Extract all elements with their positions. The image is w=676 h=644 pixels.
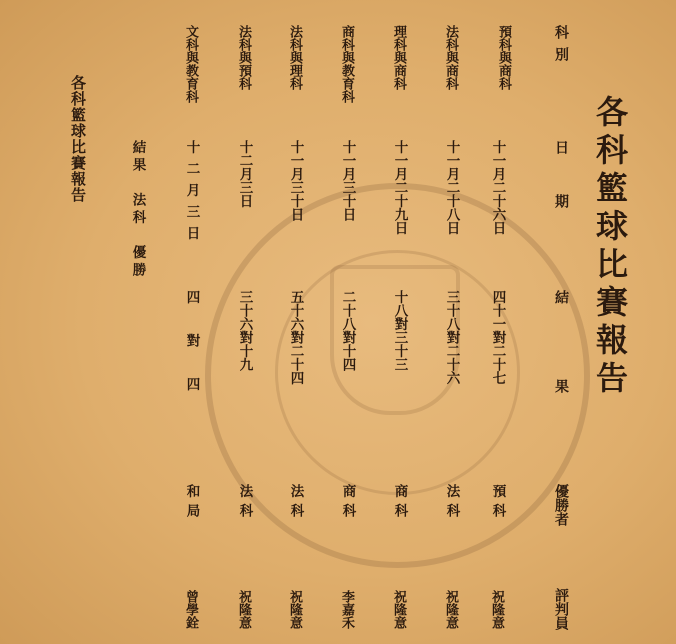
page-title: 各科籃球比賽報告: [591, 95, 629, 399]
row-1-referee: 祝隆意: [489, 590, 504, 629]
row-7-referee: 曾學銓: [183, 590, 198, 629]
row-1-result: 四十一對二十七: [489, 290, 506, 385]
row-5-result: 五十六對二十四: [287, 290, 304, 385]
row-1-date: 十一月二十六日: [489, 140, 506, 235]
row-3-date: 十一月二十九日: [391, 140, 408, 235]
label-result: 結果: [553, 290, 569, 468]
row-5-date: 十一月三十日: [287, 140, 304, 221]
row-7-winner: 和局: [183, 484, 200, 523]
row-5-winner: 法科: [287, 484, 304, 523]
row-4-match: 商科與教育科: [339, 25, 354, 103]
row-4-result: 二十八對十四: [339, 290, 356, 371]
row-6-match: 法科與預科: [236, 25, 251, 90]
row-6-date: 十二月三日: [236, 140, 253, 208]
row-2-match: 法科與商科: [443, 25, 458, 90]
row-1-winner: 預科: [489, 484, 506, 523]
row-3-match: 理科與商科: [391, 25, 406, 90]
row-6-winner: 法科: [236, 484, 253, 523]
row-2-referee: 祝隆意: [443, 590, 458, 629]
row-4-date: 十一月三十日: [339, 140, 356, 221]
row-2-date: 十一月二十八日: [443, 140, 460, 235]
row-3-result: 十八對三十三: [391, 290, 408, 371]
label-date: 日期: [553, 140, 569, 248]
row-7-result: 四對四: [183, 290, 200, 421]
row-3-referee: 祝隆意: [391, 590, 406, 629]
row-6-referee: 祝隆意: [236, 590, 251, 629]
final-result: 結果 法科 優勝: [129, 140, 146, 280]
row-5-match: 法科與理科: [287, 25, 302, 90]
row-2-result: 三十八對二十六: [443, 290, 460, 385]
row-7-date: 十二月三日: [183, 140, 200, 248]
label-winner: 優勝者: [553, 484, 569, 526]
label-referee: 評判員: [553, 588, 569, 630]
row-4-winner: 商科: [339, 484, 356, 523]
row-6-result: 三十六對十九: [236, 290, 253, 371]
row-3-winner: 商科: [391, 484, 408, 523]
row-1-match: 預科與商科: [496, 25, 511, 90]
row-7-match: 文科與教育科: [183, 25, 198, 103]
row-5-referee: 祝隆意: [287, 590, 302, 629]
row-4-referee: 李嘉禾: [339, 590, 354, 629]
label-match: 科別: [553, 25, 569, 69]
side-title: 各科籃球比賽報告: [69, 75, 87, 203]
row-2-winner: 法科: [443, 484, 460, 523]
